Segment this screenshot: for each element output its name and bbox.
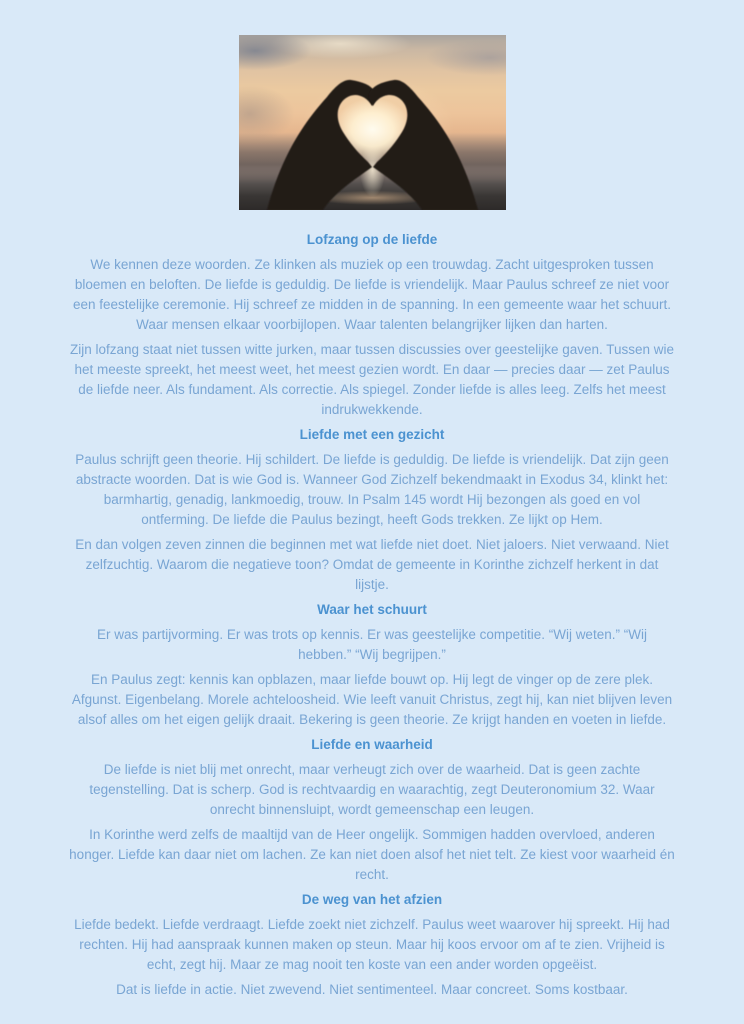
article-body	[69, 230, 675, 1000]
paragraph: En dan volgen zeven zinnen die beginnen met wat liefde niet doet. Niet jaloers. Niet verwaand. Niet zelfzuchtig. Waarom die negatieve toon? Omdat de gemeente in Korinthe zichzelf herkent in dat lijstje.	[75, 537, 669, 592]
paragraph: De liefde is niet blij met onrecht, maar verheugt zich over de waarheid. Dat is geen zachte tegenstelling. Dat is scherp. God is rechtvaardig en waarachtig, zegt Deuteronomium 32. Waar onrecht binnensluipt, wordt gemeenschap een leugen.	[89, 762, 655, 817]
section-heading-lofzang: Lofzang op de liefde	[306, 232, 438, 247]
heart-hands-silhouette-icon	[239, 35, 506, 210]
paragraph: Dat is liefde in actie. Niet zwevend. Niet sentimenteel. Maar concreet. Soms kostbaar.	[116, 982, 628, 997]
paragraph: En Paulus zegt: kennis kan opblazen, maar liefde bouwt op. Hij legt de vinger op de zere plek. Afgunst. Eigenbelang. Morele achteloosheid. Wie leeft vanuit Christus, zegt hij, kan niet blijven leven alsof alles om het eigen gelijk draait. Bekering is geen theorie. Ze krijgt handen en voeten in liefde.	[71, 672, 673, 727]
hands-heart-photo	[239, 35, 506, 210]
section-heading-afzien: De weg van het afzien	[301, 892, 443, 907]
paragraph: Zijn lofzang staat niet tussen witte jurken, maar tussen discussies over geestelijke gaven. Tussen wie het meeste spreekt, het meest weet, het meest gezien wordt. En daar — precies daar — zet Paulus de liefde neer. Als fundament. Als correctie. Als spiegel. Zonder liefde is alles leeg. Zelfs het meest indrukwekkende.	[69, 342, 675, 417]
section-heading-waarheid: Liefde en waarheid	[311, 737, 433, 752]
paragraph: Er was partijvorming. Er was trots op kennis. Er was geestelijke competitie. “Wij weten.” “Wij hebben.” “Wij begrijpen.”	[97, 627, 647, 662]
paragraph: Liefde bedekt. Liefde verdraagt. Liefde zoekt niet zichzelf. Paulus weet waarover hij spreekt. Hij had rechten. Hij had aanspraak kunnen maken op steun. Maar hij koos ervoor om af te zien. Vrijheid is echt, zegt hij. Maar ze mag nooit ten koste van een ander worden opgeëist.	[74, 917, 670, 972]
section-heading-schuurt: Waar het schuurt	[317, 602, 427, 617]
left-hand-silhouette	[267, 80, 376, 210]
paragraph: Paulus schrijft geen theorie. Hij schildert. De liefde is geduldig. De liefde is vriendelijk. Dat zijn geen abstracte woorden. Dat is wie God is. Wanneer God Zichzelf bekendmaakt in Exodus 34, klinkt het: barmhartig, genadig, lankmoedig, trouw. In Psalm 145 wordt Hij bezongen als goed en vol ontferming. De liefde die Paulus bezingt, heeft Gods trekken. Ze lijkt op Hem.	[75, 452, 669, 527]
paragraph: We kennen deze woorden. Ze klinken als muziek op een trouwdag. Zacht uitgesproken tussen bloemen en beloften. De liefde is geduldig. De liefde is vriendelijk. Maar Paulus schreef ze niet voor een feestelijke ceremonie. Hij schreef ze midden in de spanning. In een gemeente waar het schuurt. Waar mensen elkaar voorbijlopen. Waar talenten belangrijker lijken dan harten.	[72, 257, 672, 332]
section-heading-gezicht: Liefde met een gezicht	[299, 427, 445, 442]
right-hand-silhouette	[369, 80, 478, 210]
paragraph: In Korinthe werd zelfs de maaltijd van de Heer ongelijk. Sommigen hadden overvloed, anderen honger. Liefde kan daar niet om lachen. Ze kan niet doen alsof het niet telt. Ze kiest voor waarheid én recht.	[69, 827, 675, 882]
